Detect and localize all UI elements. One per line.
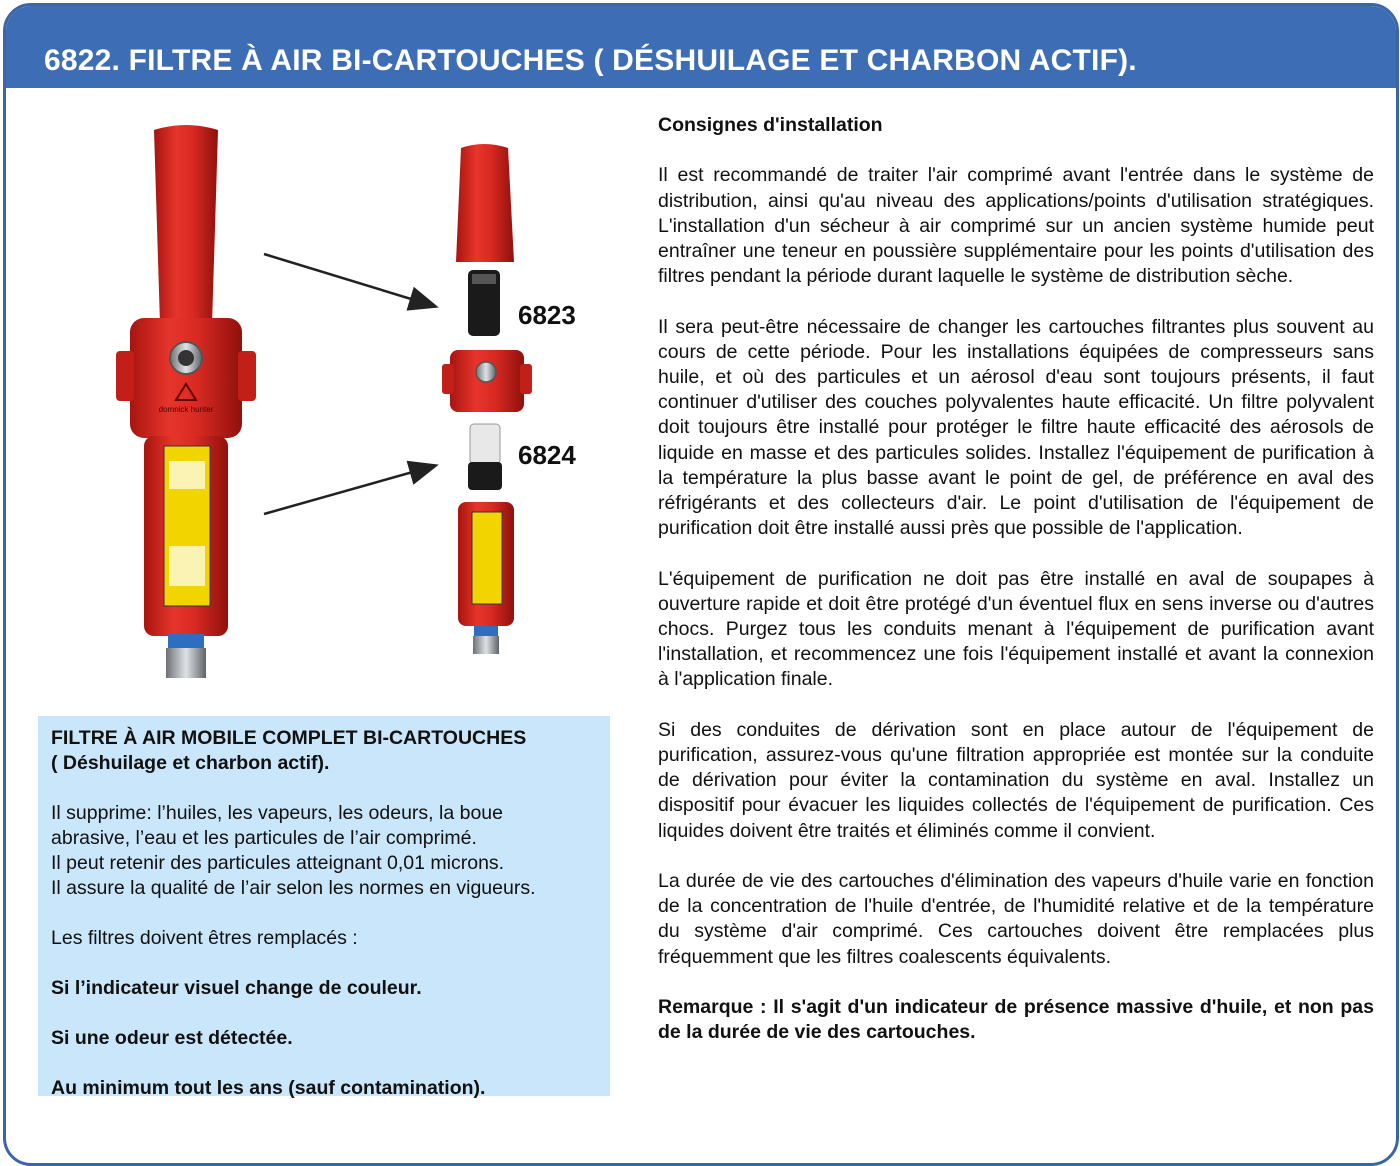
info-title [51, 726, 596, 776]
replace-rule: Si une odeur est détectée. [51, 1027, 293, 1049]
arrow-to-6824 [264, 466, 434, 514]
arrow-to-6823 [264, 254, 434, 306]
brand-text: domnick hunter [158, 405, 214, 414]
instructions-paragraph: L'équipement de purification ne doit pas être installé en aval de soupapes à ouverture rapide et doit être protégé d'un éventuel flux en sens inverse ou d'autres chocs. Purgez tous les conduits menant à l'équipement de purification avant l'installation, et recommencez une fois l'équipement installé et avant la connexion à l'application finale. [658, 567, 1374, 691]
replace-intro: Les filtres doivent êtres remplacés : [51, 927, 358, 949]
page-title: 6822. FILTRE À AIR BI-CARTOUCHES ( DÉSHUILAGE ET CHARBON ACTIF). [44, 44, 1137, 77]
page-frame [3, 3, 1399, 1166]
assembled-filter [116, 125, 256, 678]
instructions-paragraph: Il sera peut-être nécessaire de changer les cartouches filtrantes plus souvent au cours de cette période. Pour les installations équipées de compresseurs sans huile, et où des particules et un aérosol d'eau sont toujours présents, il faut continuer d'utiliser des couches polyvalentes haute efficacité. Un filtre polyvalent doit toujours être installé pour protéger le filtre haute efficacité des aérosols de liquide en masse et des particules solides. Installez l'équipement de purification à la température la plus basse avant le point de gel, de préférence en aval des réfrigérants et des collecteurs d'air. Le point d'utilisation de l'équipement de purification doit être installé aussi près que possible de l'application. [658, 315, 1374, 540]
instructions-paragraph: Si des conduites de dérivation sont en place autour de l'équipement de purification, assurez-vous qu'une filtration appropriée est montée sur la conduite de dérivation pour éviter la contamination du système en aval. Installez un dispositif pour évacuer les liquides collectés de l'équipement de purification. Ces liquides doivent être traités et éliminés comme il convient. [658, 718, 1374, 842]
info-title-line1: FILTRE À AIR MOBILE COMPLET BI-CARTOUCHES [51, 727, 527, 749]
label-6823: 6823 [518, 300, 576, 330]
instructions-paragraph: Il est recommandé de traiter l'air comprimé avant l'entrée dans le système de distribution, ainsi qu'au niveau des applications/points d'utilisation stratégiques. L'installation d'un sécheur à air comprimé sur un ancien système humide peut entraîner une teneur en poussière supplémentaire pour les points d'utilisation des filtres pendant la période durant laquelle le système de distribution sèche. [658, 164, 1374, 288]
product-illustration [6, 91, 646, 711]
desc-line: abrasive, l’eau et les particules de l’air comprimé. [51, 827, 477, 849]
replace-rule: Si l’indicateur visuel change de couleur. [51, 977, 422, 999]
replace-rule: Au minimum tout les ans (sauf contamination). [51, 1077, 486, 1099]
exploded-view [442, 144, 532, 654]
info-title-line2: ( Déshuilage et charbon actif). [51, 752, 330, 774]
desc-line: Il peut retenir des particules atteignant 0,01 microns. [51, 852, 505, 874]
instructions-paragraph: La durée de vie des cartouches d'élimination des vapeurs d'huile varie en fonction de la concentration de l'huile d'entrée, de l'humidité relative et de la température du système d'air comprimé. Ces cartouches doivent être remplacées plus fréquemment que les filtres coalescents équivalents. [658, 870, 1374, 968]
info-description [51, 801, 596, 901]
title-bar [6, 6, 1396, 88]
label-6824: 6824 [518, 440, 576, 470]
desc-line: Il assure la qualité de l’air selon les normes en vigueurs. [51, 877, 536, 899]
desc-line: Il supprime: l’huiles, les vapeurs, les odeurs, la boue [51, 802, 503, 824]
instructions-heading: Consignes d'installation [658, 114, 883, 136]
product-info-box [38, 716, 610, 1099]
instructions-note: Remarque : Il s'agit d'un indicateur de présence massive d'huile, et non pas de la durée de vie des cartouches. [658, 996, 1374, 1044]
installation-instructions [658, 113, 1374, 1071]
